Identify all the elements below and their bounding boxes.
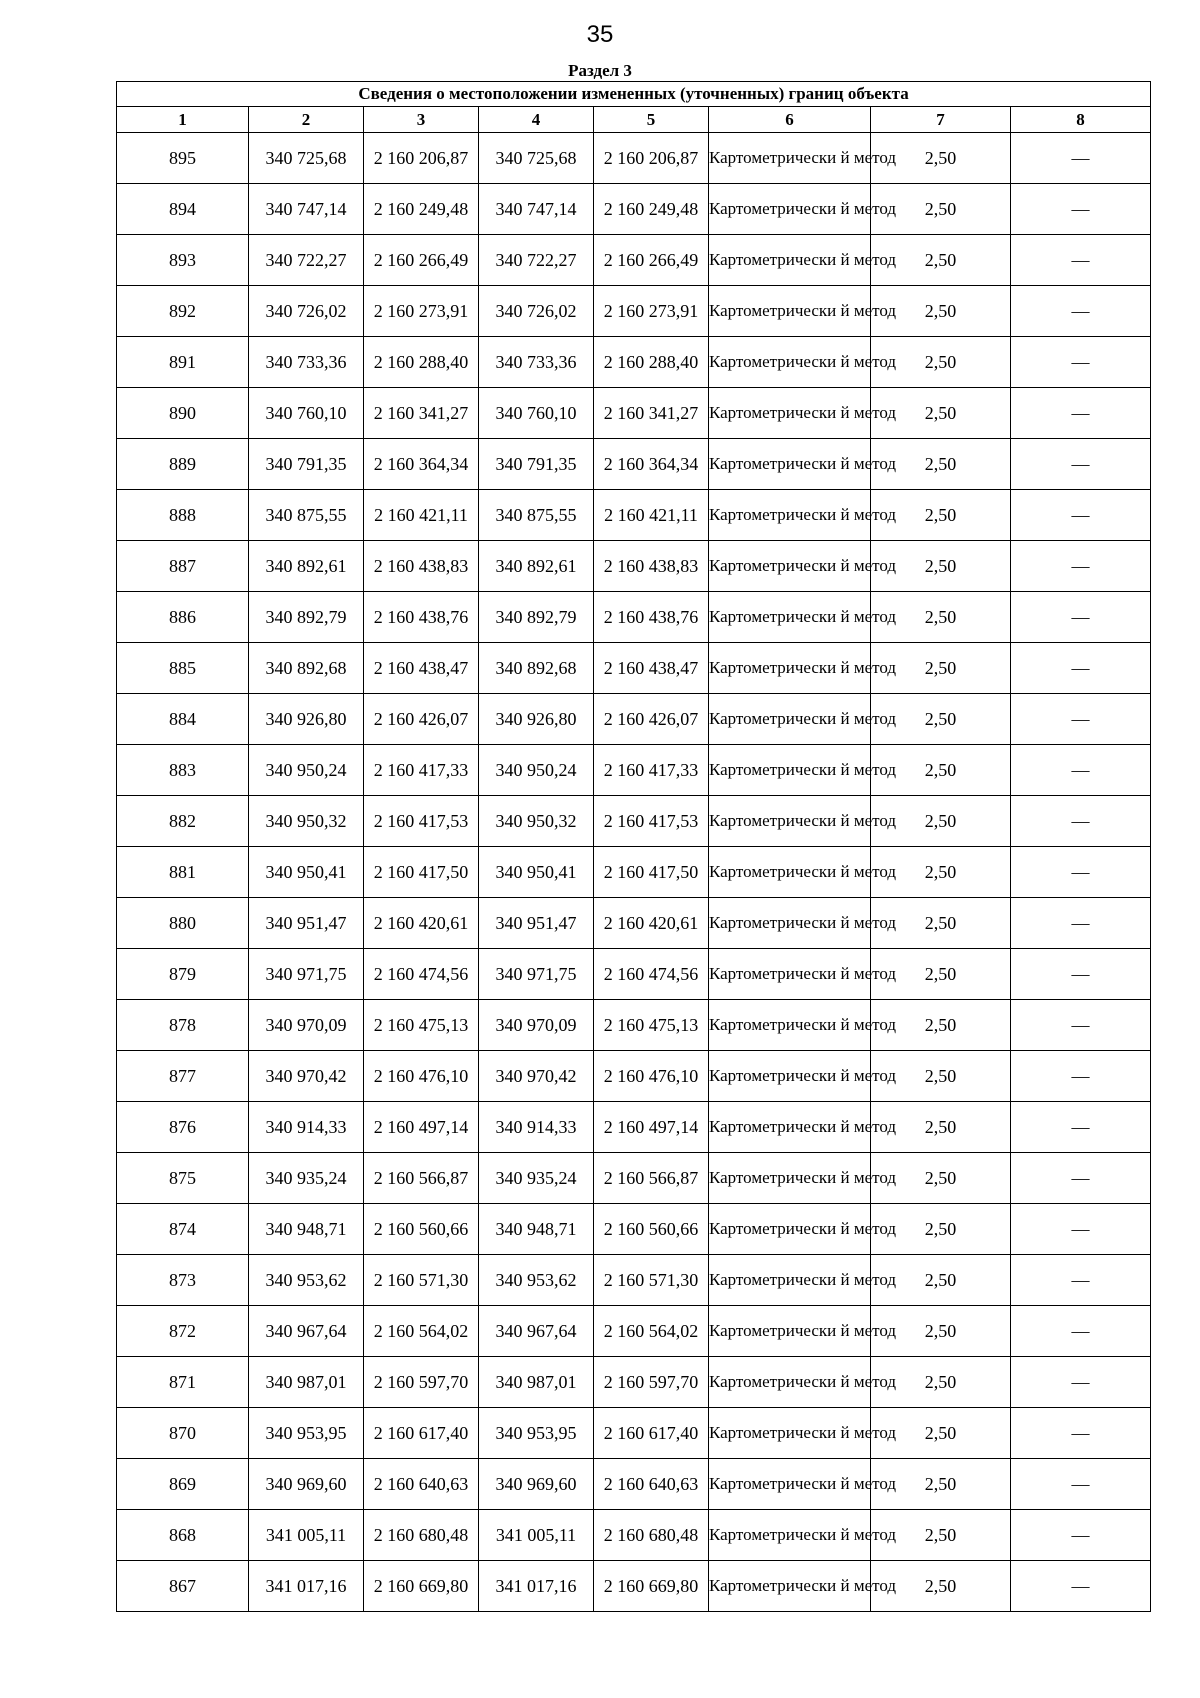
- x-old-cell: 340 726,02: [249, 286, 364, 337]
- description-cell: —: [1011, 439, 1151, 490]
- description-cell: —: [1011, 745, 1151, 796]
- description-cell: —: [1011, 1204, 1151, 1255]
- y-new-cell: 2 160 273,91: [594, 286, 709, 337]
- method-cell: Картометрически й метод: [709, 1408, 871, 1459]
- table-row: [117, 133, 1151, 184]
- x-old-cell: 340 950,41: [249, 847, 364, 898]
- point-number-cell: 871: [117, 1357, 249, 1408]
- table-row: [117, 1051, 1151, 1102]
- method-cell: Картометрически й метод: [709, 1051, 871, 1102]
- y-old-cell: 2 160 680,48: [364, 1510, 479, 1561]
- y-old-cell: 2 160 417,50: [364, 847, 479, 898]
- accuracy-cell: 2,50: [871, 439, 1011, 490]
- x-old-cell: 341 017,16: [249, 1561, 364, 1612]
- point-number-cell: 868: [117, 1510, 249, 1561]
- x-old-cell: 340 948,71: [249, 1204, 364, 1255]
- accuracy-cell: 2,50: [871, 1051, 1011, 1102]
- x-new-cell: 341 005,11: [479, 1510, 594, 1561]
- table-row: [117, 490, 1151, 541]
- coordinates-table: [116, 81, 1151, 1612]
- method-cell: Картометрически й метод: [709, 184, 871, 235]
- description-cell: —: [1011, 541, 1151, 592]
- description-cell: —: [1011, 133, 1151, 184]
- table-row: [117, 439, 1151, 490]
- x-new-cell: 340 969,60: [479, 1459, 594, 1510]
- method-cell: Картометрически й метод: [709, 1357, 871, 1408]
- x-old-cell: 340 747,14: [249, 184, 364, 235]
- description-cell: —: [1011, 592, 1151, 643]
- point-number-cell: 888: [117, 490, 249, 541]
- point-number-cell: 884: [117, 694, 249, 745]
- accuracy-cell: 2,50: [871, 898, 1011, 949]
- column-number: 6: [709, 107, 871, 133]
- description-cell: —: [1011, 490, 1151, 541]
- table-row: [117, 796, 1151, 847]
- x-new-cell: 340 892,79: [479, 592, 594, 643]
- x-old-cell: 340 722,27: [249, 235, 364, 286]
- point-number-cell: 878: [117, 1000, 249, 1051]
- y-old-cell: 2 160 421,11: [364, 490, 479, 541]
- method-cell: Картометрически й метод: [709, 1510, 871, 1561]
- y-new-cell: 2 160 474,56: [594, 949, 709, 1000]
- x-new-cell: 340 926,80: [479, 694, 594, 745]
- x-old-cell: 340 935,24: [249, 1153, 364, 1204]
- x-new-cell: 340 950,32: [479, 796, 594, 847]
- y-old-cell: 2 160 420,61: [364, 898, 479, 949]
- accuracy-cell: 2,50: [871, 235, 1011, 286]
- y-new-cell: 2 160 497,14: [594, 1102, 709, 1153]
- y-new-cell: 2 160 341,27: [594, 388, 709, 439]
- y-new-cell: 2 160 438,47: [594, 643, 709, 694]
- x-old-cell: 340 950,32: [249, 796, 364, 847]
- table-row: [117, 1204, 1151, 1255]
- table-row: [117, 1102, 1151, 1153]
- point-number-cell: 887: [117, 541, 249, 592]
- table-caption: Сведения о местоположении измененных (уточненных) границ объекта: [117, 82, 1151, 107]
- x-old-cell: 340 791,35: [249, 439, 364, 490]
- point-number-cell: 891: [117, 337, 249, 388]
- description-cell: —: [1011, 796, 1151, 847]
- accuracy-cell: 2,50: [871, 337, 1011, 388]
- y-new-cell: 2 160 417,50: [594, 847, 709, 898]
- y-new-cell: 2 160 364,34: [594, 439, 709, 490]
- y-new-cell: 2 160 421,11: [594, 490, 709, 541]
- description-cell: —: [1011, 1357, 1151, 1408]
- method-cell: Картометрически й метод: [709, 541, 871, 592]
- y-old-cell: 2 160 206,87: [364, 133, 479, 184]
- column-number: 4: [479, 107, 594, 133]
- y-old-cell: 2 160 597,70: [364, 1357, 479, 1408]
- method-cell: Картометрически й метод: [709, 1204, 871, 1255]
- method-cell: Картометрически й метод: [709, 949, 871, 1000]
- accuracy-cell: 2,50: [871, 796, 1011, 847]
- y-new-cell: 2 160 249,48: [594, 184, 709, 235]
- y-old-cell: 2 160 249,48: [364, 184, 479, 235]
- description-cell: —: [1011, 1561, 1151, 1612]
- accuracy-cell: 2,50: [871, 1357, 1011, 1408]
- point-number-cell: 869: [117, 1459, 249, 1510]
- x-old-cell: 340 892,68: [249, 643, 364, 694]
- table-row: [117, 745, 1151, 796]
- y-new-cell: 2 160 417,53: [594, 796, 709, 847]
- point-number-cell: 873: [117, 1255, 249, 1306]
- y-new-cell: 2 160 560,66: [594, 1204, 709, 1255]
- x-new-cell: 340 951,47: [479, 898, 594, 949]
- accuracy-cell: 2,50: [871, 133, 1011, 184]
- method-cell: Картометрически й метод: [709, 1000, 871, 1051]
- table-row: [117, 1408, 1151, 1459]
- table-body: [117, 133, 1151, 1612]
- table-row: [117, 184, 1151, 235]
- y-old-cell: 2 160 564,02: [364, 1306, 479, 1357]
- y-old-cell: 2 160 288,40: [364, 337, 479, 388]
- y-new-cell: 2 160 640,63: [594, 1459, 709, 1510]
- point-number-cell: 892: [117, 286, 249, 337]
- x-old-cell: 340 892,79: [249, 592, 364, 643]
- table-row: [117, 694, 1151, 745]
- y-old-cell: 2 160 438,76: [364, 592, 479, 643]
- accuracy-cell: 2,50: [871, 541, 1011, 592]
- x-old-cell: 340 953,62: [249, 1255, 364, 1306]
- method-cell: Картометрически й метод: [709, 133, 871, 184]
- description-cell: —: [1011, 1051, 1151, 1102]
- accuracy-cell: 2,50: [871, 388, 1011, 439]
- x-new-cell: 340 935,24: [479, 1153, 594, 1204]
- y-old-cell: 2 160 417,53: [364, 796, 479, 847]
- description-cell: —: [1011, 286, 1151, 337]
- x-old-cell: 340 951,47: [249, 898, 364, 949]
- y-old-cell: 2 160 438,83: [364, 541, 479, 592]
- point-number-cell: 870: [117, 1408, 249, 1459]
- x-old-cell: 340 892,61: [249, 541, 364, 592]
- description-cell: —: [1011, 1408, 1151, 1459]
- accuracy-cell: 2,50: [871, 643, 1011, 694]
- table-row: [117, 592, 1151, 643]
- method-cell: Картометрически й метод: [709, 439, 871, 490]
- method-cell: Картометрически й метод: [709, 694, 871, 745]
- y-old-cell: 2 160 571,30: [364, 1255, 479, 1306]
- point-number-cell: 877: [117, 1051, 249, 1102]
- description-cell: —: [1011, 949, 1151, 1000]
- description-cell: —: [1011, 235, 1151, 286]
- x-new-cell: 340 726,02: [479, 286, 594, 337]
- method-cell: Картометрически й метод: [709, 1102, 871, 1153]
- y-old-cell: 2 160 474,56: [364, 949, 479, 1000]
- table-row: [117, 898, 1151, 949]
- method-cell: Картометрически й метод: [709, 592, 871, 643]
- y-new-cell: 2 160 426,07: [594, 694, 709, 745]
- y-old-cell: 2 160 273,91: [364, 286, 479, 337]
- y-new-cell: 2 160 680,48: [594, 1510, 709, 1561]
- y-old-cell: 2 160 640,63: [364, 1459, 479, 1510]
- method-cell: Картометрически й метод: [709, 1255, 871, 1306]
- description-cell: —: [1011, 184, 1151, 235]
- method-cell: Картометрически й метод: [709, 388, 871, 439]
- y-new-cell: 2 160 475,13: [594, 1000, 709, 1051]
- accuracy-cell: 2,50: [871, 847, 1011, 898]
- description-cell: —: [1011, 1000, 1151, 1051]
- column-number: 8: [1011, 107, 1151, 133]
- table-row: [117, 541, 1151, 592]
- x-old-cell: 340 760,10: [249, 388, 364, 439]
- point-number-cell: 895: [117, 133, 249, 184]
- x-old-cell: 341 005,11: [249, 1510, 364, 1561]
- x-new-cell: 340 791,35: [479, 439, 594, 490]
- table-row: [117, 235, 1151, 286]
- description-cell: —: [1011, 1153, 1151, 1204]
- method-cell: Картометрически й метод: [709, 796, 871, 847]
- point-number-cell: 867: [117, 1561, 249, 1612]
- point-number-cell: 890: [117, 388, 249, 439]
- y-new-cell: 2 160 417,33: [594, 745, 709, 796]
- table-row: [117, 847, 1151, 898]
- y-old-cell: 2 160 364,34: [364, 439, 479, 490]
- accuracy-cell: 2,50: [871, 286, 1011, 337]
- table-row: [117, 949, 1151, 1000]
- table-row: [117, 1561, 1151, 1612]
- description-cell: —: [1011, 1255, 1151, 1306]
- y-old-cell: 2 160 266,49: [364, 235, 479, 286]
- y-new-cell: 2 160 571,30: [594, 1255, 709, 1306]
- point-number-cell: 882: [117, 796, 249, 847]
- x-new-cell: 340 948,71: [479, 1204, 594, 1255]
- page-number: 35: [586, 21, 614, 48]
- table-row: [117, 1510, 1151, 1561]
- accuracy-cell: 2,50: [871, 745, 1011, 796]
- description-cell: —: [1011, 643, 1151, 694]
- accuracy-cell: 2,50: [871, 1306, 1011, 1357]
- column-number: 2: [249, 107, 364, 133]
- method-cell: Картометрически й метод: [709, 745, 871, 796]
- description-cell: —: [1011, 847, 1151, 898]
- method-cell: Картометрически й метод: [709, 235, 871, 286]
- y-new-cell: 2 160 669,80: [594, 1561, 709, 1612]
- description-cell: —: [1011, 388, 1151, 439]
- x-old-cell: 340 970,42: [249, 1051, 364, 1102]
- y-new-cell: 2 160 566,87: [594, 1153, 709, 1204]
- x-new-cell: 340 875,55: [479, 490, 594, 541]
- x-new-cell: 340 950,41: [479, 847, 594, 898]
- table-row: [117, 1459, 1151, 1510]
- x-new-cell: 340 950,24: [479, 745, 594, 796]
- table-row: [117, 337, 1151, 388]
- y-old-cell: 2 160 566,87: [364, 1153, 479, 1204]
- accuracy-cell: 2,50: [871, 1255, 1011, 1306]
- description-cell: —: [1011, 898, 1151, 949]
- y-old-cell: 2 160 497,14: [364, 1102, 479, 1153]
- table-row: [117, 1306, 1151, 1357]
- x-old-cell: 340 733,36: [249, 337, 364, 388]
- method-cell: Картометрически й метод: [709, 898, 871, 949]
- y-old-cell: 2 160 475,13: [364, 1000, 479, 1051]
- x-new-cell: 340 953,62: [479, 1255, 594, 1306]
- table-row: [117, 1000, 1151, 1051]
- accuracy-cell: 2,50: [871, 1000, 1011, 1051]
- accuracy-cell: 2,50: [871, 592, 1011, 643]
- table-row: [117, 1153, 1151, 1204]
- y-new-cell: 2 160 617,40: [594, 1408, 709, 1459]
- description-cell: —: [1011, 337, 1151, 388]
- point-number-cell: 889: [117, 439, 249, 490]
- section-title: Раздел 3: [568, 61, 632, 80]
- point-number-cell: 893: [117, 235, 249, 286]
- x-old-cell: 340 950,24: [249, 745, 364, 796]
- description-cell: —: [1011, 1510, 1151, 1561]
- x-new-cell: 340 733,36: [479, 337, 594, 388]
- description-cell: —: [1011, 1459, 1151, 1510]
- point-number-cell: 885: [117, 643, 249, 694]
- x-new-cell: 340 953,95: [479, 1408, 594, 1459]
- x-old-cell: 340 914,33: [249, 1102, 364, 1153]
- accuracy-cell: 2,50: [871, 1561, 1011, 1612]
- accuracy-cell: 2,50: [871, 1102, 1011, 1153]
- column-number: 7: [871, 107, 1011, 133]
- method-cell: Картометрически й метод: [709, 286, 871, 337]
- accuracy-cell: 2,50: [871, 1408, 1011, 1459]
- point-number-cell: 879: [117, 949, 249, 1000]
- y-old-cell: 2 160 476,10: [364, 1051, 479, 1102]
- y-old-cell: 2 160 426,07: [364, 694, 479, 745]
- x-new-cell: 340 722,27: [479, 235, 594, 286]
- x-old-cell: 340 953,95: [249, 1408, 364, 1459]
- point-number-cell: 872: [117, 1306, 249, 1357]
- y-new-cell: 2 160 420,61: [594, 898, 709, 949]
- x-old-cell: 340 725,68: [249, 133, 364, 184]
- y-old-cell: 2 160 669,80: [364, 1561, 479, 1612]
- column-number: 5: [594, 107, 709, 133]
- x-new-cell: 340 725,68: [479, 133, 594, 184]
- y-new-cell: 2 160 564,02: [594, 1306, 709, 1357]
- description-cell: —: [1011, 1102, 1151, 1153]
- method-cell: Картометрически й метод: [709, 1306, 871, 1357]
- method-cell: Картометрически й метод: [709, 643, 871, 694]
- x-new-cell: 340 987,01: [479, 1357, 594, 1408]
- column-number: 1: [117, 107, 249, 133]
- accuracy-cell: 2,50: [871, 1204, 1011, 1255]
- table-row: [117, 388, 1151, 439]
- table-row: [117, 643, 1151, 694]
- table-row: [117, 286, 1151, 337]
- x-old-cell: 340 987,01: [249, 1357, 364, 1408]
- y-old-cell: 2 160 560,66: [364, 1204, 479, 1255]
- y-new-cell: 2 160 597,70: [594, 1357, 709, 1408]
- point-number-cell: 876: [117, 1102, 249, 1153]
- x-new-cell: 340 747,14: [479, 184, 594, 235]
- y-new-cell: 2 160 266,49: [594, 235, 709, 286]
- x-old-cell: 340 969,60: [249, 1459, 364, 1510]
- description-cell: —: [1011, 694, 1151, 745]
- point-number-cell: 886: [117, 592, 249, 643]
- point-number-cell: 874: [117, 1204, 249, 1255]
- method-cell: Картометрически й метод: [709, 1459, 871, 1510]
- x-new-cell: 341 017,16: [479, 1561, 594, 1612]
- accuracy-cell: 2,50: [871, 1153, 1011, 1204]
- x-old-cell: 340 971,75: [249, 949, 364, 1000]
- table-row: [117, 1357, 1151, 1408]
- y-new-cell: 2 160 438,76: [594, 592, 709, 643]
- method-cell: Картометрически й метод: [709, 337, 871, 388]
- y-new-cell: 2 160 476,10: [594, 1051, 709, 1102]
- accuracy-cell: 2,50: [871, 490, 1011, 541]
- accuracy-cell: 2,50: [871, 184, 1011, 235]
- accuracy-cell: 2,50: [871, 1459, 1011, 1510]
- y-old-cell: 2 160 341,27: [364, 388, 479, 439]
- x-new-cell: 340 892,61: [479, 541, 594, 592]
- table-row: [117, 1255, 1151, 1306]
- point-number-cell: 894: [117, 184, 249, 235]
- point-number-cell: 875: [117, 1153, 249, 1204]
- x-old-cell: 340 970,09: [249, 1000, 364, 1051]
- y-old-cell: 2 160 417,33: [364, 745, 479, 796]
- method-cell: Картометрически й метод: [709, 847, 871, 898]
- point-number-cell: 881: [117, 847, 249, 898]
- point-number-cell: 880: [117, 898, 249, 949]
- x-new-cell: 340 892,68: [479, 643, 594, 694]
- column-number: 3: [364, 107, 479, 133]
- x-new-cell: 340 971,75: [479, 949, 594, 1000]
- y-old-cell: 2 160 617,40: [364, 1408, 479, 1459]
- x-old-cell: 340 875,55: [249, 490, 364, 541]
- y-new-cell: 2 160 206,87: [594, 133, 709, 184]
- x-old-cell: 340 967,64: [249, 1306, 364, 1357]
- column-number-row: [117, 107, 1151, 133]
- accuracy-cell: 2,50: [871, 1510, 1011, 1561]
- x-new-cell: 340 914,33: [479, 1102, 594, 1153]
- method-cell: Картометрически й метод: [709, 490, 871, 541]
- point-number-cell: 883: [117, 745, 249, 796]
- method-cell: Картометрически й метод: [709, 1561, 871, 1612]
- accuracy-cell: 2,50: [871, 949, 1011, 1000]
- x-old-cell: 340 926,80: [249, 694, 364, 745]
- x-new-cell: 340 760,10: [479, 388, 594, 439]
- accuracy-cell: 2,50: [871, 694, 1011, 745]
- y-new-cell: 2 160 288,40: [594, 337, 709, 388]
- y-new-cell: 2 160 438,83: [594, 541, 709, 592]
- x-new-cell: 340 967,64: [479, 1306, 594, 1357]
- x-new-cell: 340 970,42: [479, 1051, 594, 1102]
- description-cell: —: [1011, 1306, 1151, 1357]
- method-cell: Картометрически й метод: [709, 1153, 871, 1204]
- y-old-cell: 2 160 438,47: [364, 643, 479, 694]
- x-new-cell: 340 970,09: [479, 1000, 594, 1051]
